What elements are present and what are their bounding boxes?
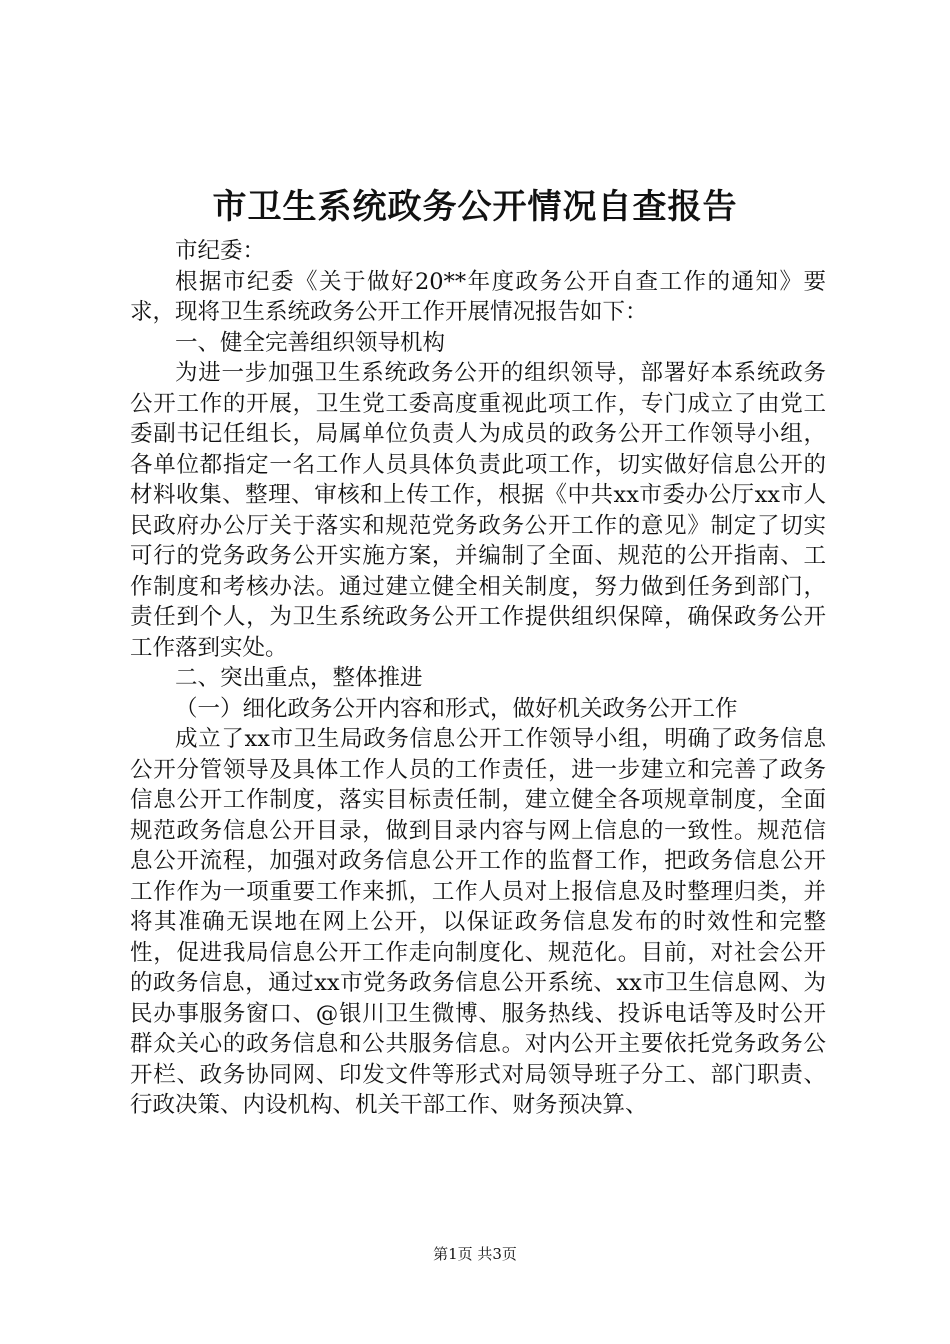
document-body [130,236,826,1121]
salutation: 市纪委： [175,238,266,264]
body-paragraph: 为进一步加强卫生系统政务公开的组织领导，部署好本系统政务公开工作的开展，卫生党工委高度重视此项工作，专门成立了由党工委副书记任组长，局属单位负责人为成员的政务公开工作领导小组，各单位都指定一名工作人员具体负责此项工作，切实做好信息公开的材料收集、整理、审核和上传工作，根据《中共xx市委办公厅xx市人民政府办公厅关于落实和规范党务政务公开工作的意见》制定了切实可行的党务政务公开实施方案，并编制了全面、规范的公开指南、工作制度和考核办法。通过建立健全相关制度，努力做到任务到部门，责任到个人，为卫生系统政务公开工作提供组织保障，确保政务公开工作落到实处。 [130,360,826,661]
intro-paragraph: 根据市纪委《关于做好20**年度政务公开自查工作的通知》要求，现将卫生系统政务公开工作开展情况报告如下： [130,268,826,325]
subsection-heading-1: （一）细化政务公开内容和形式，做好机关政务公开工作 [175,695,738,722]
section-heading-2: 二、突出重点，整体推进 [175,665,423,691]
page-footer: 第1页 共3页 [433,1245,517,1263]
document-title: 市卫生系统政务公开情况自查报告 [212,187,738,227]
section-heading-1: 一、健全完善组织领导机构 [175,329,446,356]
body-paragraph: 成立了xx市卫生局政务信息公开工作领导小组，明确了政务信息公开分管领导及具体工作人员的工作责任，进一步建立和完善了政务信息公开工作制度，落实目标责任制，建立健全各项规章制度，全面规范政务信息公开目录，做到目录内容与网上信息的一致性。规范信息公开流程，加强对政务信息公开工作的监督工作，把政务信息公开工作作为一项重要工作来抓，工作人员对上报信息及时整理归类，并将其准确无误地在网上公开，以保证政务信息发布的时效性和完整性，促进我局信息公开工作走向制度化、规范化。目前，对社会公开的政务信息，通过xx市党务政务信息公开系统、xx市卫生信息网、为民办事服务窗口、@银川卫生微博、服务热线、投诉电话等及时公开群众关心的政务信息和公共服务信息。对内公开主要依托党务政务公开栏、政务协同网、印发文件等形式对局领导班子分工、部门职责、行政决策、内设机构、机关干部工作、财务预决算、 [130,726,826,1118]
